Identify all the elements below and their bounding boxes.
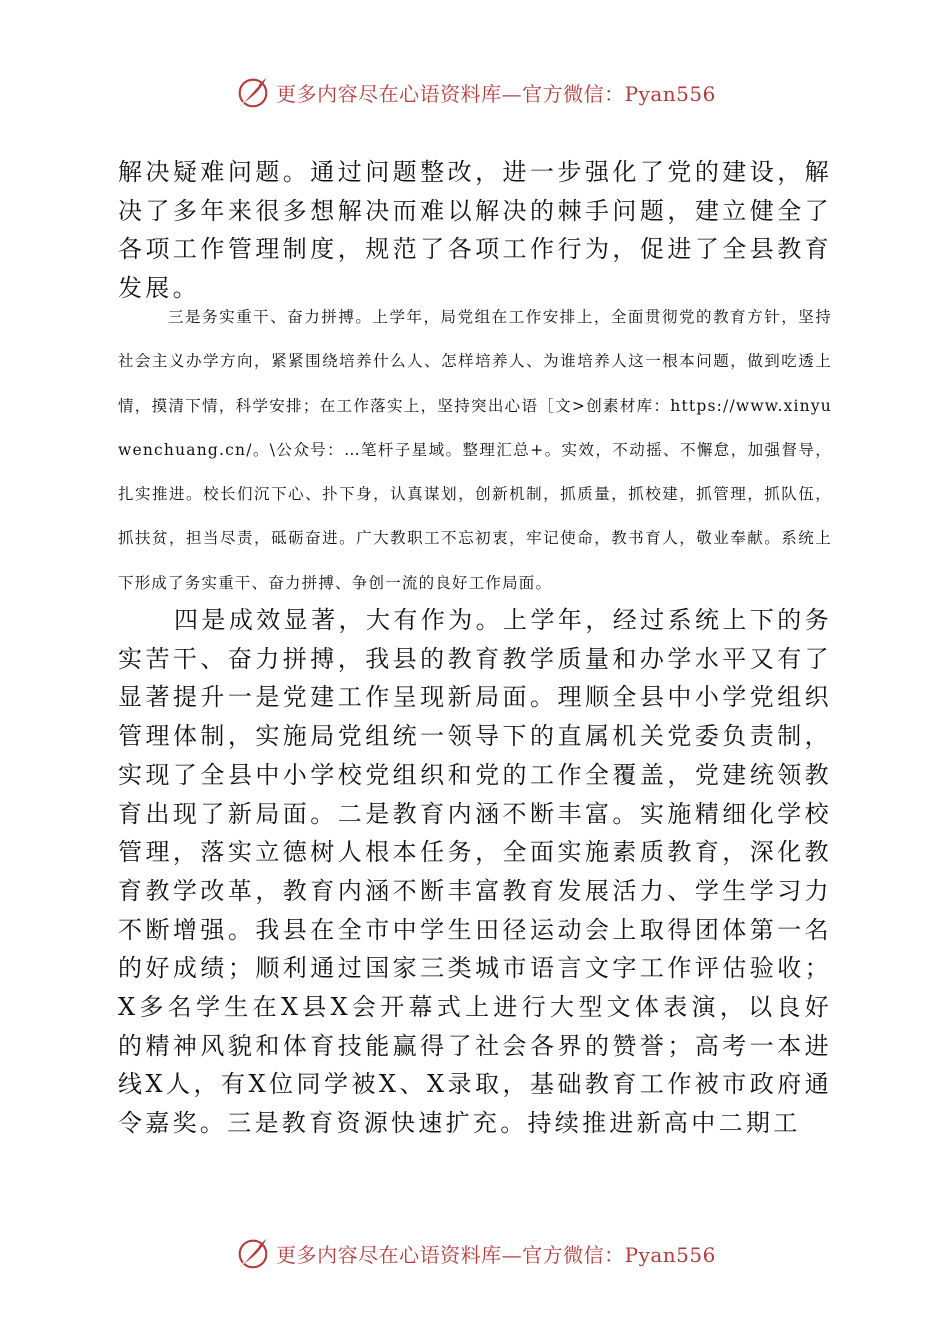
header-banner: [0, 72, 950, 112]
footer-banner: [0, 1233, 950, 1273]
paragraph-2: 三是务实重干、奋力拼搏。上学年，局党组在工作安排上，全面贯彻党的教育方针，坚持社会主义办学方向，紧紧围绕培养什么人、怎样培养人、为谁培养人这一根本问题，做到吃透上情，摸清下情，科学安排；在工作落实上，坚持突出心语［文>创素材库：https://www.xinyuwenchuang.cn/。\公众号：…笔杆子星域。整理汇总+。实效，不动摇、不懈怠，加强督导，扎实推进。校长们沉下心、扑下身，认真谋划，创新机制，抓质量，抓校建，抓管理，抓队伍，抓扶贫，担当尽责，砥砺奋进。广大教职工不忘初衷，牢记使命，教书育人，敬业奉献。系统上下形成了务实重干、奋力拼搏、争创一流的良好工作局面。: [118, 308, 832, 592]
paragraph-1: 解决疑难问题。通过问题整改，进一步强化了党的建设，解决了多年来很多想解决而难以解决的棘手问题，建立健全了各项工作管理制度，规范了各项工作行为，促进了全县教育发展。: [118, 158, 832, 303]
quill-pen-icon: [234, 73, 272, 111]
paragraph-3: 四是成效显著，大有作为。上学年，经过系统上下的务实苦干、奋力拼搏，我县的教育教学质量和办学水平又有了显著提升一是党建工作呈现新局面。理顺全县中小学党组织管理体制，实施局党组统一领导下的直属机关党委负责制，实现了全县中小学校党组织和党的工作全覆盖，党建统领教育出现了新局面。二是教育内涵不断丰富。实施精细化学校管理，落实立德树人根本任务，全面实施素质教育，深化教育教学改革，教育内涵不断丰富教育发展活力、学生学习力不断增强。我县在全市中学生田径运动会上取得团体第一名的好成绩；顺利通过国家三类城市语言文字工作评估验收；X多名学生在X县X会开幕式上进行大型文体表演，以良好的精神风貌和体育技能赢得了社会各界的赞誉；高考一本进线X人，有X位同学被X、X录取，基础教育工作被市政府通令嘉奖。三是教育资源快速扩充。持续推进新高中二期工: [118, 606, 832, 1138]
quill-pen-icon: [234, 1234, 272, 1272]
header-banner-text: 更多内容尽在心语资料库—官方微信：Pyan556: [276, 81, 716, 106]
footer-banner-text: 更多内容尽在心语资料库—官方微信：Pyan556: [276, 1242, 716, 1267]
